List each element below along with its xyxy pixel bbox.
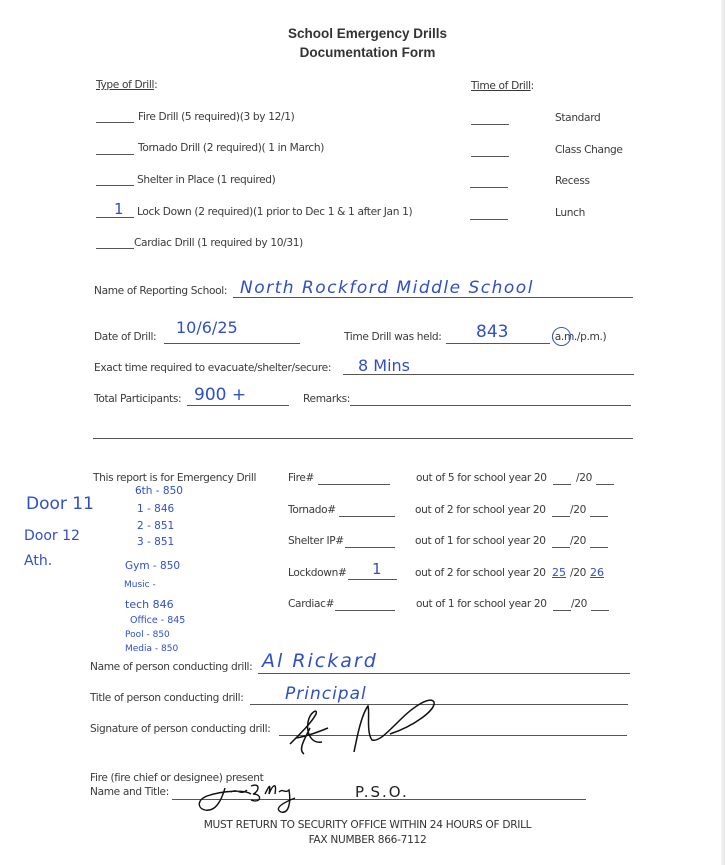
time-standard-blank[interactable]: [471, 124, 509, 125]
time-held-line: [446, 343, 550, 344]
shelter-drill-label: Shelter in Place (1 required): [137, 174, 276, 186]
fire-official-name-title-label: Name and Title:: [90, 786, 169, 798]
participants-label: Total Participants:: [94, 393, 182, 405]
report-tornado-text: out of 2 for school year 20: [415, 504, 546, 516]
form-title-line1: School Emergency Drills: [287, 26, 448, 41]
report-lockdown-count[interactable]: 1: [372, 560, 382, 578]
report-tornado-year2[interactable]: [590, 516, 608, 517]
page-edge-shadow: [721, 0, 725, 865]
report-tornado-label: Tornado#: [288, 504, 336, 516]
report-fire-text: out of 5 for school year 20: [416, 472, 547, 484]
margin-time-office: Office - 845: [130, 615, 186, 626]
conductor-title-field[interactable]: Principal: [285, 684, 367, 704]
school-name-label: Name of Reporting School:: [94, 285, 228, 297]
report-shelter-sep: /20: [570, 535, 586, 547]
margin-time-music: Music -: [124, 580, 156, 590]
date-line: [164, 343, 300, 344]
lockdown-drill-value[interactable]: 1: [114, 200, 124, 218]
report-fire-year1[interactable]: [553, 484, 571, 485]
report-shelter-year1[interactable]: [552, 547, 570, 548]
report-lockdown-year1[interactable]: 25: [552, 566, 566, 579]
time-class-change-blank[interactable]: [471, 156, 509, 157]
cardiac-drill-label: Cardiac Drill (1 required by 10/31): [134, 237, 303, 249]
time-class-change-label: Class Change: [555, 144, 623, 156]
type-of-drill-heading: Type of Drill:: [96, 79, 158, 91]
report-cardiac-year1[interactable]: [553, 610, 571, 611]
conductor-title-label: Title of person conducting drill:: [90, 692, 244, 704]
report-fire-label: Fire#: [288, 472, 315, 484]
footer-line1: MUST RETURN TO SECURITY OFFICE WITHIN 24 HOURS OF DRILL: [203, 819, 532, 831]
tornado-drill-blank[interactable]: [96, 154, 134, 155]
time-lunch-blank[interactable]: [470, 219, 508, 220]
fire-drill-label: Fire Drill (5 required)(3 by 12/1): [138, 111, 295, 123]
report-shelter-label: Shelter IP#: [288, 535, 344, 547]
time-recess-blank[interactable]: [470, 187, 508, 188]
report-fire-year2[interactable]: [596, 484, 614, 485]
time-held-field[interactable]: 843: [476, 322, 509, 342]
evac-time-field[interactable]: 8 Mins: [358, 356, 410, 375]
fire-drill-blank[interactable]: [96, 122, 134, 123]
report-shelter-count[interactable]: [345, 547, 395, 548]
report-intro: This report is for Emergency Drill: [93, 472, 257, 484]
remarks-line-2[interactable]: [93, 438, 633, 439]
report-lockdown-count-line: [348, 579, 397, 580]
time-recess-label: Recess: [555, 175, 590, 187]
report-cardiac-sep: /20: [571, 598, 587, 610]
report-lockdown-year2[interactable]: 26: [590, 566, 604, 579]
time-lunch-label: Lunch: [555, 207, 585, 219]
report-fire-count[interactable]: [318, 484, 390, 485]
conductor-signature-label: Signature of person conducting drill:: [90, 723, 271, 735]
report-cardiac-count[interactable]: [335, 610, 395, 611]
time-held-label: Time Drill was held:: [344, 331, 442, 343]
am-selected-circle[interactable]: [552, 327, 571, 346]
margin-time-tech: tech 846: [125, 598, 174, 611]
margin-note-door-12: Door 12: [24, 528, 80, 544]
time-of-drill-heading: Time of Drill:: [471, 80, 534, 92]
report-tornado-sep: /20: [570, 504, 586, 516]
margin-time-2: 2 - 851: [137, 520, 175, 532]
fire-official-title-field[interactable]: P.S.O.: [355, 783, 409, 801]
report-shelter-year2[interactable]: [590, 547, 608, 548]
report-shelter-text: out of 1 for school year 20: [415, 535, 546, 547]
report-cardiac-year2[interactable]: [591, 610, 609, 611]
margin-time-6th: 6th - 850: [135, 485, 183, 497]
report-lockdown-sep: /20: [570, 567, 586, 579]
report-cardiac-label: Cardiac#: [288, 598, 335, 610]
margin-note-door-11: Door 11: [26, 494, 94, 514]
report-cardiac-text: out of 1 for school year 20: [416, 598, 547, 610]
margin-time-gym: Gym - 850: [125, 560, 181, 572]
margin-note-ath: Ath.: [24, 553, 53, 569]
fire-official-signature-icon: [195, 778, 325, 818]
remarks-label: Remarks:: [303, 393, 350, 405]
footer-line2: FAX NUMBER 866-7112: [308, 834, 427, 846]
report-lockdown-text: out of 2 for school year 20: [415, 567, 546, 579]
date-label: Date of Drill:: [94, 331, 157, 343]
time-standard-label: Standard: [555, 112, 601, 124]
remarks-line[interactable]: [350, 405, 631, 406]
conductor-name-field[interactable]: Al Rickard: [262, 650, 378, 672]
conductor-name-line: [258, 673, 630, 674]
participants-field[interactable]: 900 +: [194, 385, 247, 405]
ampm-label: (a.m./p.m.): [551, 331, 607, 343]
participants-line: [187, 405, 289, 406]
lockdown-drill-label: Lock Down (2 required)(1 prior to Dec 1 & 1 after Jan 1): [137, 206, 413, 218]
margin-time-1: 1 - 846: [137, 503, 175, 515]
form-title-line2: Documentation Form: [299, 45, 436, 60]
report-fire-sep: /20: [576, 472, 592, 484]
report-tornado-count[interactable]: [339, 516, 395, 517]
margin-time-media: Media - 850: [125, 644, 179, 654]
date-field[interactable]: 10/6/25: [176, 318, 238, 337]
margin-time-3: 3 - 851: [137, 536, 175, 548]
report-lockdown-label: Lockdown#: [288, 567, 347, 579]
conductor-name-label: Name of person conducting drill:: [90, 661, 253, 673]
conductor-signature-icon: [282, 692, 442, 758]
shelter-drill-blank[interactable]: [96, 185, 134, 186]
evac-time-label: Exact time required to evacuate/shelter/secure:: [94, 362, 332, 374]
report-tornado-year1[interactable]: [552, 516, 570, 517]
margin-time-pool: Pool - 850: [125, 630, 170, 640]
cardiac-drill-blank[interactable]: [96, 248, 134, 249]
school-name-field[interactable]: North Rockford Middle School: [240, 278, 534, 298]
fire-official-label: Fire (fire chief or designee) present: [90, 772, 264, 784]
tornado-drill-label: Tornado Drill (2 required)( 1 in March): [138, 142, 324, 154]
